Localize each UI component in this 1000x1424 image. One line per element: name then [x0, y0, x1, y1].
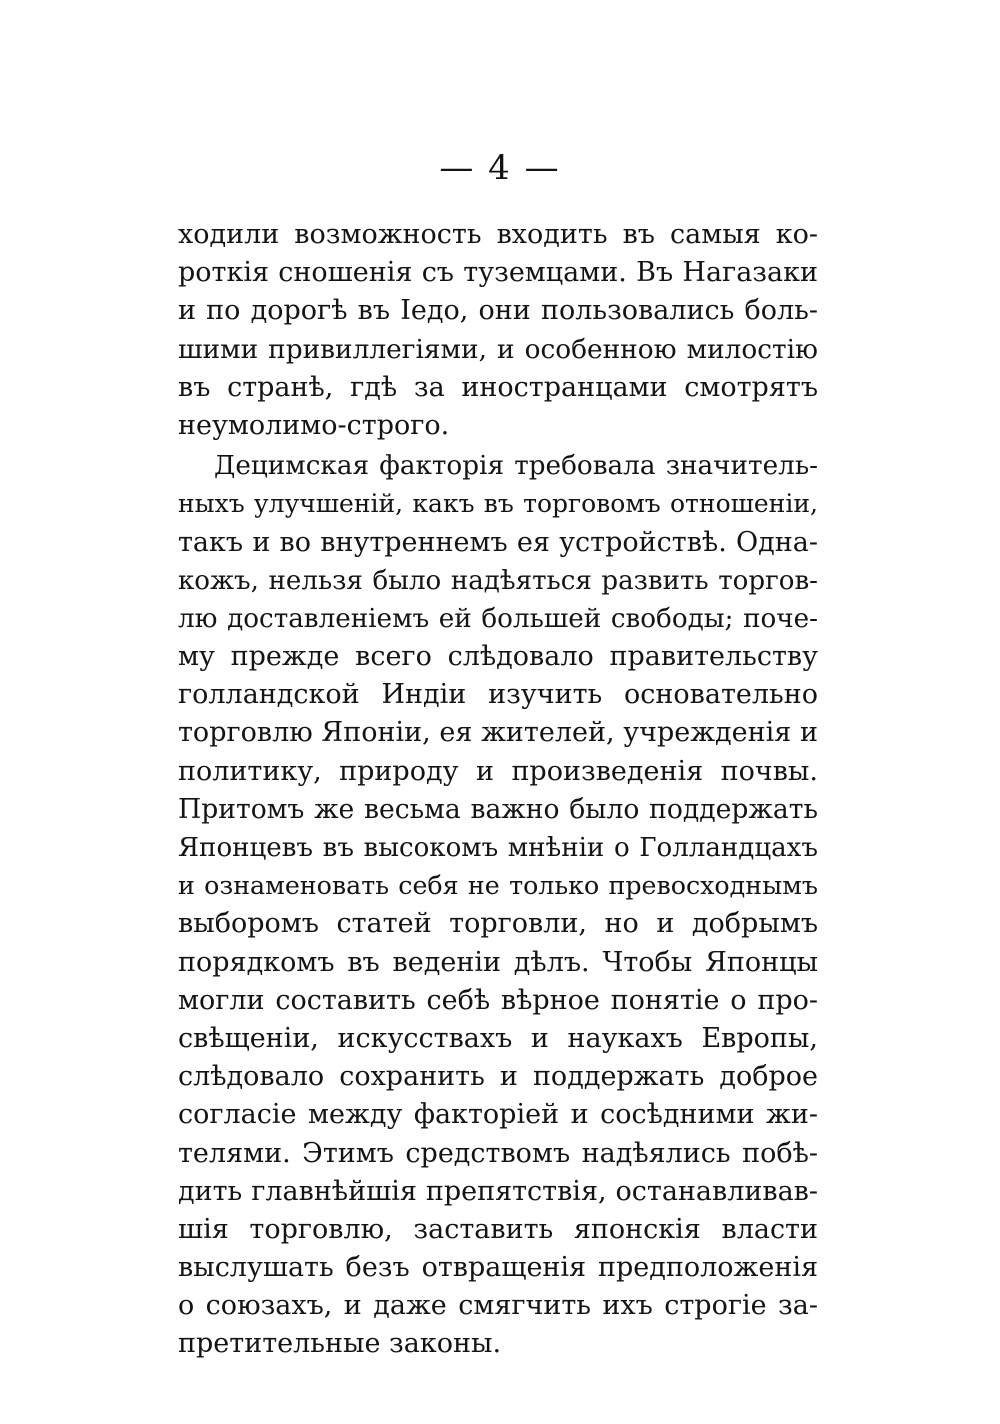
text-line: ходили возможность входить въ самыя ко- — [178, 219, 818, 250]
body-text — [178, 216, 818, 1364]
text-line: могли составить себѣ вѣрное понятіе о про- — [178, 984, 818, 1016]
text-line: и по дорогѣ въ Іедо, они пользовались боль- — [178, 295, 818, 327]
text-line: свѣщеніи, искусствахъ и наукахъ Европы, — [178, 1022, 818, 1054]
text-line: слѣдовало сохранить и поддержать доброе — [178, 1061, 818, 1093]
text-line: ныхъ улучшеній, какъ въ торговомъ отношеніи, — [178, 489, 818, 519]
text-line: Японцевъ въ высокомъ мнѣніи о Голландцахъ — [178, 833, 818, 863]
text-line: политику, природу и произведенія почвы. — [178, 755, 818, 787]
text-line: роткія сношенія съ туземцами. Въ Нагазаки — [178, 257, 818, 289]
paragraph — [178, 216, 818, 445]
paragraph — [178, 447, 818, 1364]
text-line: Децимская факторія требовала значитель- — [214, 451, 818, 482]
text-line: му прежде всего слѣдовало правительству — [178, 641, 818, 673]
text-line: такъ и во внутреннемъ ея устройствѣ. Одна- — [178, 526, 818, 558]
text-line: выборомъ статей торговли, но и добрымъ — [178, 908, 818, 940]
text-line: о союзахъ, и даже смягчить ихъ строгіе за- — [178, 1290, 818, 1322]
text-line: лю доставленіемъ ей большей свободы; поче- — [178, 603, 818, 634]
text-line: порядкомъ въ веденіи дѣлъ. Чтобы Японцы — [178, 946, 818, 978]
text-line: въ странѣ, гдѣ за иностранцами смотрятъ — [178, 371, 818, 403]
text-line: Притомъ же весьма важно было поддержать — [178, 793, 818, 825]
text-line: и ознаменовать себя не только превосходнымъ — [178, 871, 818, 901]
text-line: голландской Индіи изучить основательно — [178, 679, 818, 711]
text-line: согласіе между факторіей и сосѣдними жи- — [178, 1099, 818, 1131]
text-line: выслушать безъ отвращенія предположенія — [178, 1252, 818, 1284]
text-line: претительные законы. — [178, 1328, 502, 1360]
text-line: неумолимо-строго. — [178, 409, 450, 441]
text-line: торговлю Японіи, ея жителей, учрежденія и — [178, 717, 818, 749]
text-line: шими привиллегіями, и особенною милостію — [178, 334, 818, 365]
text-line: дить главнѣйшія препятствія, останавливав- — [178, 1175, 818, 1207]
text-line: шія торговлю, заставить японскія власти — [178, 1213, 818, 1245]
text-line: кожъ, нельзя было надѣяться развить торгов- — [178, 565, 818, 596]
text-line: телями. Этимъ средствомъ надѣялись побѣ- — [178, 1137, 818, 1169]
page-number: — 4 — — [439, 148, 561, 188]
